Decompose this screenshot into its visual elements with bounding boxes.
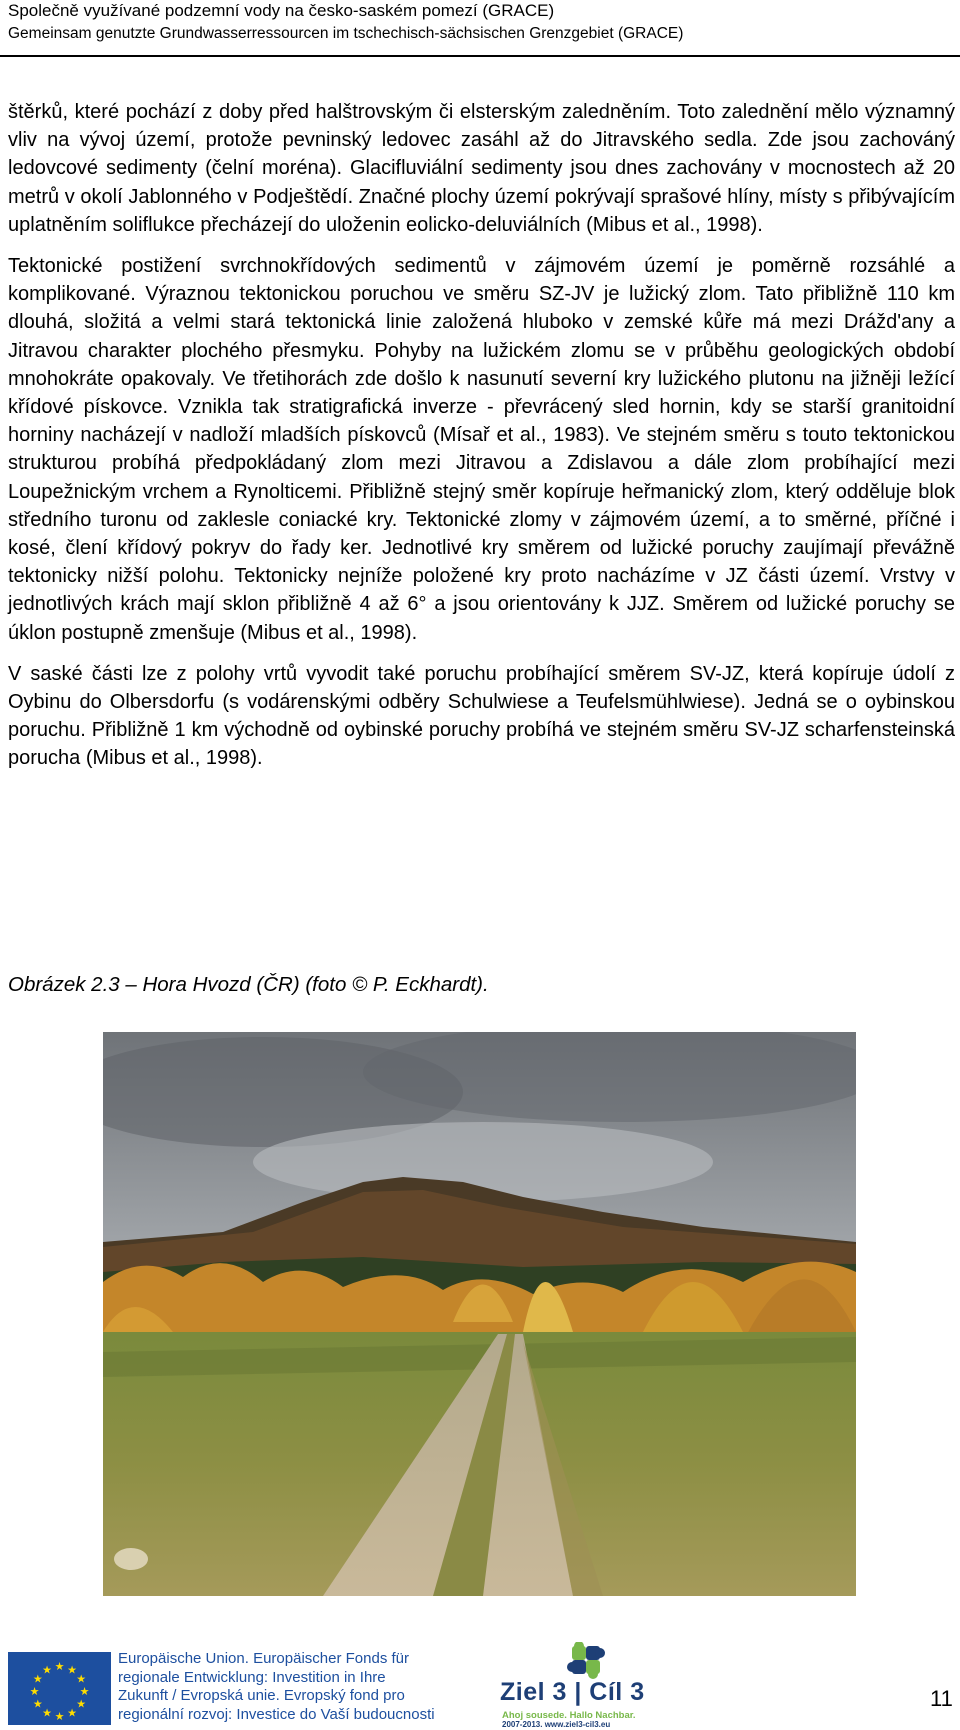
eu-text-line: regionální rozvoj: Investice do Vaší budoucnosti [118, 1705, 435, 1723]
paragraph-2: Tektonické postižení svrchnokřídových sedimentů v zájmovém území je poměrně rozsáhlé a komplikované. Výraznou tektonickou poruchou ve směru SZ-JV je lužický zlom. Tato přibližně 110 km dlouhá, složitá a velmi stará tektonická linie založená hluboko v zemské kůře má mezi Drážd'any a Jitravou charakter plochého přesmyku. Pohyby na lužickém zlomu se v průběhu geologických období mnohokráte opakovaly. Ve třetihorách zde došlo k nasunutí severní kry lužického plutonu na jižněji ležící křídové pískovce. Vznikla tak stratigrafická inverze - převrácený sled hornin, kdy se starší granitoidní horniny nacházejí v nadloží mladších pískovců (Mísař et al., 1983). Ve stejném směru s touto tektonickou strukturou probíhá předpokládaný zlom mezi Jitravou a Zdislavou a dále zlom probíhající mezi Loupežnickým vrchem a Rynolticemi. Přibližně stejný směr kopíruje heřmanický zlom, který odděluje blok středního turonu od zaklesle coniacké kry. Tektonické zlomy v zájmovém území, a to směrné, příčné i kosé, člení křídový pokryv do řady ker. Jednotlivé kry směrem od lužické poruchy zaujímají převážně tektonicky nižší polohu. Tektonicky nejníže položené kry proto nacházíme v JZ části území. Vrstvy v jednotlivých krách mají sklon přibližně 4 až 6° a jsou orientovány k JJZ. Směrem od lužické poruchy se úklon postupně zmenšuje (Mibus et al., 1998). [8, 255, 955, 644]
svg-text:★: ★ [29, 1685, 40, 1698]
main-text [8, 98, 955, 786]
puzzle-icon [500, 1642, 640, 1682]
eu-text-line: regionale Entwicklung: Investition in Ihre [118, 1668, 386, 1686]
page-number: 11 [930, 1686, 953, 1711]
paragraph-1: štěrků, které pochází z doby před halštrovským či elsterským zaledněním. Toto zalednění mělo významný vliv na vývoj území, protože pevninský ledovec zasáhl až do Jitravského sedla. Zde jsou zachováný ledovcové sedimenty (čelní moréna). Glacifluviální sedimenty jsou dnes zachovány v mocnostech až 20 metrů v okolí Jablonného v Podještědí. Značné plochy území pokrývají sprašové hlíny, místy s přibývajícím uplatněním soliflukce přecházejí do uloženin eolicko-deluviálních (Mibus et al., 1998). [8, 101, 955, 236]
ziel3-url: 2007-2013. www.ziel3-cil3.eu [502, 1720, 611, 1729]
svg-text:★: ★ [54, 1660, 65, 1673]
svg-text:★: ★ [42, 1706, 52, 1720]
svg-text:★: ★ [76, 1672, 87, 1686]
page-header [8, 0, 958, 44]
header-title-cz: Společně využívané podzemní vody na česko-saském pomezí (GRACE) [8, 1, 555, 20]
svg-text:★: ★ [54, 1710, 65, 1723]
svg-text:★: ★ [67, 1706, 77, 1720]
landscape-photo [103, 1032, 856, 1596]
figure-caption: Obrázek 2.3 – Hora Hvozd (ČR) (foto © P. Eckhardt). [8, 973, 489, 996]
eu-text-line: Zukunft / Evropská unie. Evropský fond pro [118, 1687, 405, 1705]
eu-flag-icon [8, 1652, 111, 1725]
svg-text:★: ★ [32, 1672, 43, 1686]
header-divider [0, 55, 960, 57]
eu-funding-text [118, 1650, 468, 1724]
ziel3-title: Ziel 3 | Cíl 3 [500, 1678, 645, 1706]
svg-text:★: ★ [42, 1663, 52, 1677]
eu-text-line: Europäische Union. Europäischer Fonds für [118, 1650, 409, 1667]
header-title-de: Gemeinsam genutzte Grundwasserressourcen im tschechisch-sächsischen Grenzgebiet (GRACE) [8, 25, 684, 42]
page-footer [0, 1640, 960, 1728]
svg-text:★: ★ [67, 1663, 77, 1677]
paragraph-3: V saské části lze z polohy vrtů vyvodit také poruchu probíhající směrem SV-JZ, která kopíruje údolí z Oybinu do Olbersdorfu (s vodárenskými odběry Schulwiese a Teufelsmühlwiese). Jedná se o oybinskou poruchu. Přibližně 1 km východně od oybinské poruchy probíhá ve stejném směru SV-JZ scharfensteinská porucha (Mibus et al., 1998). [8, 662, 955, 770]
svg-text:★: ★ [76, 1697, 87, 1711]
svg-text:★: ★ [79, 1685, 90, 1698]
svg-text:★: ★ [32, 1697, 43, 1711]
ziel3-slogan: Ahoj sousede. Hallo Nachbar. [502, 1710, 636, 1721]
